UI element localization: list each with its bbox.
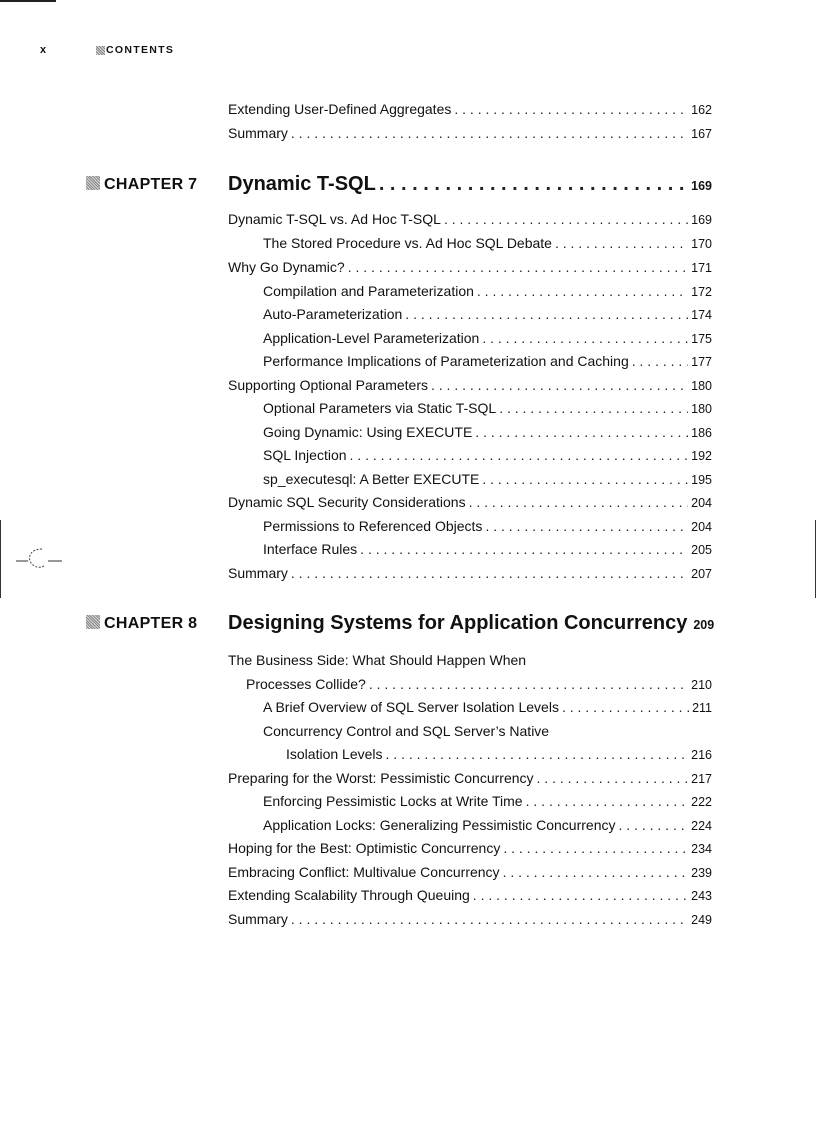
toc-entry-title: The Stored Procedure vs. Ad Hoc SQL Debate [263, 235, 552, 251]
toc-entry-page: 171 [691, 261, 712, 275]
toc-entry-page: 243 [691, 889, 712, 903]
dot-leader [482, 328, 688, 348]
toc-entry-title: Permissions to Referenced Objects [263, 518, 483, 534]
toc-entry-title: Preparing for the Worst: Pessimistic Concurrency [228, 770, 534, 786]
toc-entry-title: Isolation Levels [286, 746, 383, 762]
toc-entry-page: 180 [691, 402, 712, 416]
toc-entry-page: 169 [691, 213, 712, 227]
toc-entry-page: 170 [691, 237, 712, 251]
toc-entry-title: Performance Implications of Parameterization and Caching [263, 353, 629, 369]
dot-leader [291, 563, 688, 583]
chapter-number: CHAPTER 8 [104, 615, 198, 632]
toc-subentry [263, 233, 712, 254]
toc-entry-title: Extending Scalability Through Queuing [228, 887, 470, 903]
toc-entry [228, 209, 712, 230]
toc-entry [228, 838, 712, 859]
toc-entry-page: 162 [691, 103, 712, 117]
toc-entry-page: 234 [691, 842, 712, 856]
toc-entry [228, 885, 712, 906]
toc-entry-title: Embracing Conflict: Multivalue Concurrency [228, 864, 500, 880]
dot-leader [469, 492, 689, 512]
dot-leader [477, 281, 688, 301]
toc-entry [228, 257, 712, 278]
toc-subentry [263, 422, 712, 443]
toc-entry-title: Supporting Optional Parameters [228, 377, 428, 393]
dot-leader [562, 697, 689, 717]
toc-entry-page: 224 [691, 819, 712, 833]
toc-entry-page: 205 [691, 543, 712, 557]
dot-leader [555, 233, 688, 253]
toc-entry-title: Why Go Dynamic? [228, 259, 345, 275]
dot-leader [379, 172, 688, 196]
dot-leader [348, 257, 688, 277]
toc-subentry [263, 516, 712, 537]
toc-entry-page: 211 [692, 701, 712, 715]
toc-entry-page: 216 [691, 748, 712, 762]
toc-entry [228, 909, 712, 930]
dot-leader [405, 304, 688, 324]
dot-leader [503, 862, 689, 882]
toc-entry-page: 207 [691, 567, 712, 581]
toc-subentry [263, 281, 712, 302]
toc-entry-title: Extending User-Defined Aggregates [228, 101, 452, 117]
toc-entry [228, 862, 712, 883]
toc-subentry-continuation [286, 744, 712, 765]
toc-subentry [263, 304, 712, 325]
chapter-marker-icon [86, 176, 100, 190]
toc-entry-title: Concurrency Control and SQL Server’s Native [263, 723, 550, 739]
toc-entry-page: 210 [691, 678, 712, 692]
toc-subentry [263, 445, 712, 466]
toc-entry-title: Dynamic SQL Security Considerations [228, 494, 466, 510]
crop-mark-top [0, 0, 56, 2]
dot-leader [503, 838, 688, 858]
toc-subentry [263, 791, 712, 812]
toc-entry [228, 123, 712, 144]
toc-entry-title: Hoping for the Best: Optimistic Concurrency [228, 840, 501, 856]
dot-leader [485, 516, 688, 536]
toc-entry-page: 239 [691, 866, 712, 880]
toc-subentry [263, 328, 712, 349]
toc-entry-page: 175 [691, 332, 712, 346]
toc-entry-title: Summary [228, 911, 288, 927]
toc-entry-title: Going Dynamic: Using EXECUTE [263, 424, 473, 440]
chapter-heading [228, 172, 712, 198]
dot-leader [291, 909, 688, 929]
toc-entry-page: 192 [691, 449, 712, 463]
toc-entry [228, 492, 712, 513]
registration-mark-icon [16, 545, 62, 571]
dot-leader [499, 398, 688, 418]
toc-entry-page: 167 [691, 127, 712, 141]
section-marker-icon [96, 46, 105, 55]
toc-entry-page: 195 [691, 473, 712, 487]
dot-leader [537, 768, 689, 788]
toc-entry-title: Summary [228, 565, 288, 581]
toc-entry-page: 217 [691, 772, 712, 786]
toc-entry [228, 99, 712, 120]
chapter-number: CHAPTER 7 [104, 176, 198, 193]
toc-entry-title: Optional Parameters via Static T-SQL [263, 400, 497, 416]
running-head [40, 44, 340, 58]
toc-entry-title: A Brief Overview of SQL Server Isolation Levels [263, 699, 559, 715]
chapter-title: Dynamic T-SQL [228, 173, 376, 195]
toc-subentry [263, 697, 712, 718]
chapter-heading [228, 611, 715, 637]
toc-entry-title: The Business Side: What Should Happen When [228, 652, 527, 668]
dot-leader [473, 885, 688, 905]
toc-entry-title: Summary [228, 125, 288, 141]
toc-subentry [263, 398, 712, 419]
toc-entry-title: Processes Collide? [246, 676, 366, 692]
toc-entry-page: 186 [691, 426, 712, 440]
toc-entry-page: 249 [691, 913, 712, 927]
toc-entry-page: 174 [691, 308, 712, 322]
dot-leader [350, 445, 689, 465]
toc-subentry [263, 815, 712, 836]
toc-entry-title: Interface Rules [263, 541, 358, 557]
toc-entry [228, 563, 712, 584]
dot-leader [386, 744, 689, 764]
toc-entry-page: 180 [691, 379, 712, 393]
toc-entry-title: SQL Injection [263, 447, 347, 463]
toc-entry [228, 375, 712, 396]
dot-leader [482, 469, 688, 489]
page-folio: x [40, 44, 47, 56]
toc-subentry [263, 539, 712, 560]
dot-leader [618, 815, 688, 835]
toc-entry-continuation [246, 674, 712, 695]
page-edge-left [0, 520, 1, 598]
toc-entry-title: Enforcing Pessimistic Locks at Write Time [263, 793, 523, 809]
toc-subentry [263, 351, 712, 372]
toc-entry [228, 768, 712, 789]
chapter-page: 209 [693, 618, 715, 632]
toc-entry-title: Application-Level Parameterization [263, 330, 480, 346]
chapter-title: Designing Systems for Application Concurrency [228, 612, 688, 634]
chapter-label [86, 614, 197, 634]
toc-entry-title: Auto-Parameterization [263, 306, 403, 322]
dot-leader [475, 422, 688, 442]
toc-entry-title: Application Locks: Generalizing Pessimistic Concurrency [263, 817, 616, 833]
dot-leader [360, 539, 688, 559]
chapter-marker-icon [86, 615, 100, 629]
toc-entry-page: 172 [691, 285, 712, 299]
toc-entry-title: sp_executesql: A Better EXECUTE [263, 471, 480, 487]
toc-entry-page: 177 [691, 355, 712, 369]
toc-entry-page: 204 [691, 496, 712, 510]
dot-leader [369, 674, 688, 694]
dot-leader [454, 99, 688, 119]
dot-leader [444, 209, 688, 229]
toc-entry-title: Compilation and Parameterization [263, 283, 474, 299]
dot-leader [431, 375, 688, 395]
toc-entry-title: Dynamic T-SQL vs. Ad Hoc T-SQL [228, 211, 441, 227]
chapter-label [86, 175, 197, 195]
chapter-page: 169 [691, 179, 712, 193]
running-head-title: CONTENTS [106, 44, 175, 56]
toc-subentry [263, 469, 712, 490]
dot-leader [526, 791, 689, 811]
dot-leader [632, 351, 688, 371]
toc-entry-page: 222 [691, 795, 712, 809]
dot-leader [291, 123, 688, 143]
toc-entry-page: 204 [691, 520, 712, 534]
